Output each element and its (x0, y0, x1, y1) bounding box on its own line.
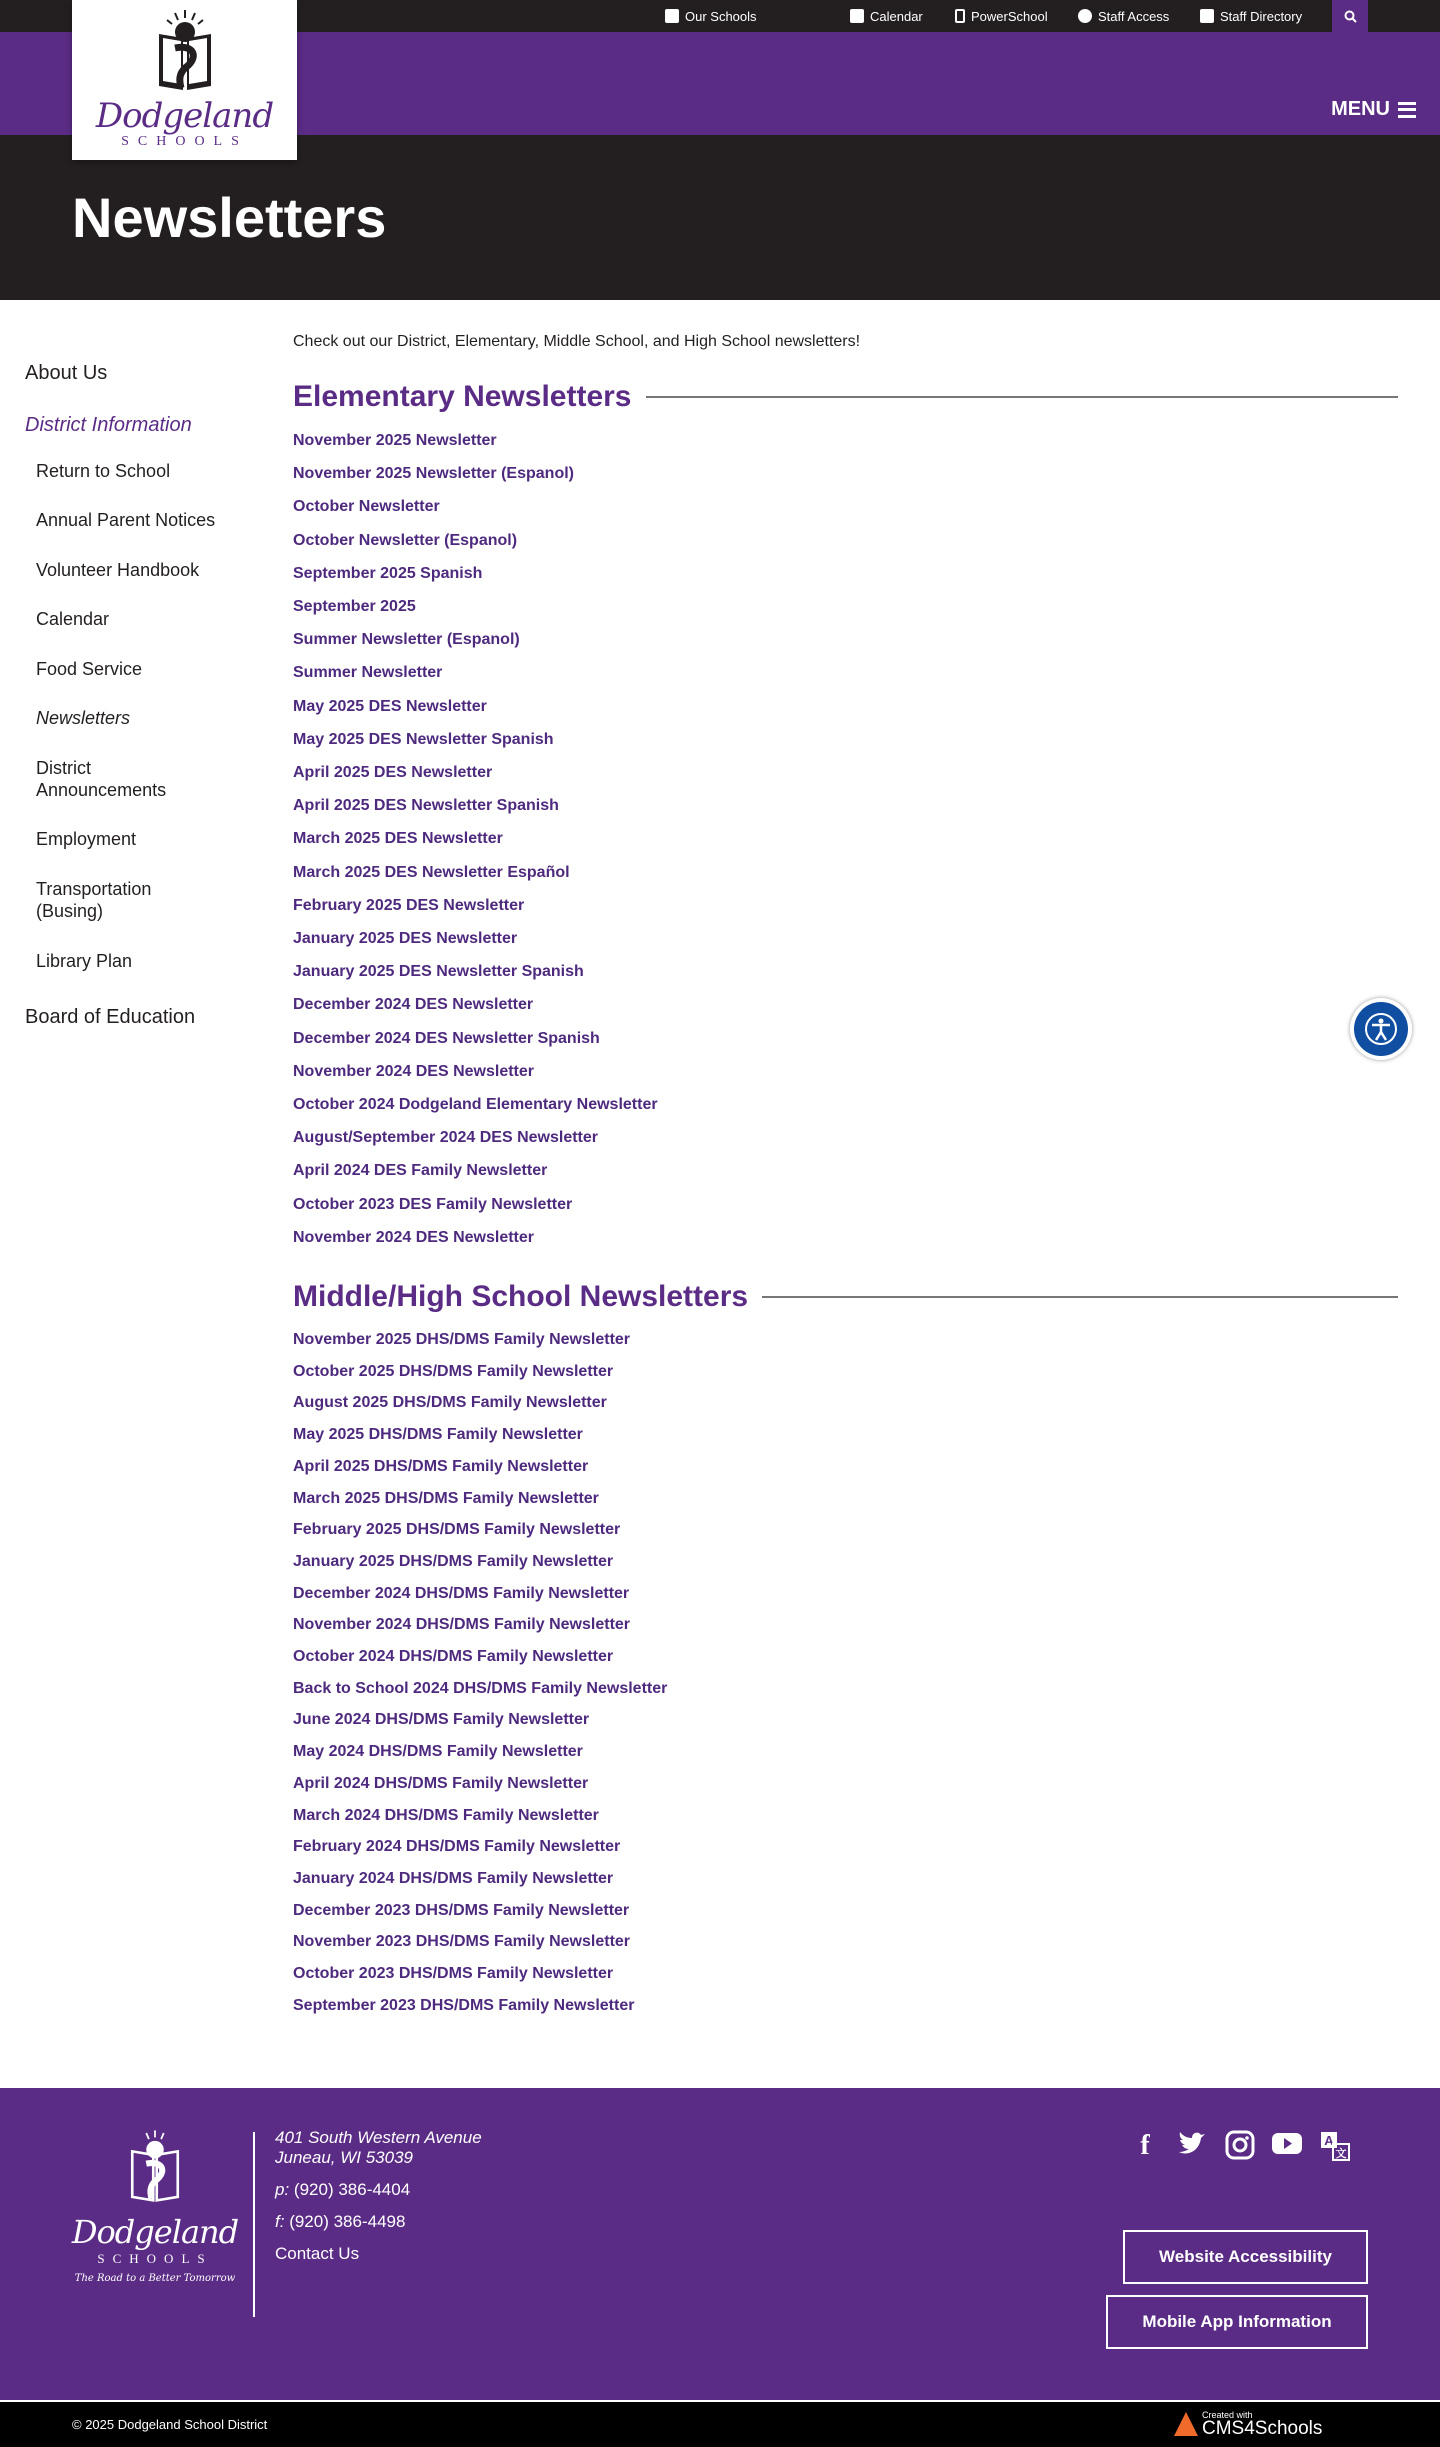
search-button[interactable] (1332, 0, 1368, 32)
newsletter-link[interactable]: February 2024 DHS/DMS Family Newsletter (293, 1838, 621, 1856)
logo-book-icon (145, 8, 225, 98)
powerschool-icon (955, 9, 965, 23)
newsletter-link[interactable]: March 2024 DHS/DMS Family Newsletter (293, 1806, 599, 1824)
newsletter-link[interactable]: March 2025 DHS/DMS Family Newsletter (293, 1489, 599, 1507)
accessibility-widget-button[interactable] (1350, 998, 1412, 1060)
school-icon (665, 9, 679, 23)
newsletter-link[interactable]: December 2023 DHS/DMS Family Newsletter (293, 1901, 630, 1919)
site-logo[interactable] (72, 0, 297, 160)
staff-directory-link[interactable] (1200, 0, 1302, 32)
newsletter-link[interactable]: April 2024 DES Family Newsletter (293, 1162, 548, 1180)
twitter-icon[interactable] (1175, 2130, 1209, 2165)
site-footer (0, 2088, 1440, 2400)
newsletter-link[interactable]: November 2025 DHS/DMS Family Newsletter (293, 1331, 631, 1348)
link-label: Staff Directory (1220, 8, 1303, 24)
footer-contact (275, 2128, 482, 2264)
newsletter-link[interactable]: February 2025 DES Newsletter (293, 896, 525, 914)
menu-button[interactable] (1331, 98, 1416, 121)
newsletter-link[interactable]: January 2024 DHS/DMS Family Newsletter (293, 1869, 614, 1887)
newsletter-link[interactable]: October 2023 DHS/DMS Family Newsletter (293, 1965, 614, 1982)
cms4schools-logo-icon (1174, 2412, 1198, 2436)
newsletter-link[interactable]: November 2025 Newsletter (293, 432, 497, 449)
sidebar-item-employment[interactable]: Employment (36, 829, 137, 849)
contact-us-link[interactable]: Contact Us (275, 2244, 360, 2263)
powerschool-link[interactable] (955, 0, 1048, 32)
newsletter-link[interactable]: December 2024 DHS/DMS Family Newsletter (293, 1584, 630, 1602)
fax-label: f: (275, 2212, 285, 2231)
accessibility-icon (1364, 1012, 1398, 1046)
cms-created-with: Created with (1202, 2410, 1253, 2420)
mobile-app-info-button[interactable]: Mobile App Information (1106, 2295, 1368, 2349)
newsletter-link[interactable]: August/September 2024 DES Newsletter (293, 1129, 598, 1147)
tagline: The Road to a Better Tomorrow (74, 2273, 236, 2284)
address-line-2: Juneau, WI 53039 (275, 2148, 413, 2167)
intro-text: Check out our District, Elementary, Middle School, and High School newsletters! (293, 333, 861, 350)
calendar-link[interactable] (850, 0, 923, 32)
logo-subtext: SCHOOLS (97, 2251, 213, 2266)
newsletter-link[interactable]: November 2024 DHS/DMS Family Newsletter (293, 1616, 631, 1634)
logo-text: Dodgeland (95, 96, 274, 136)
staff-access-link[interactable] (1078, 0, 1169, 32)
sidebar-item-calendar[interactable]: Calendar (36, 609, 110, 629)
newsletter-link[interactable]: April 2024 DHS/DMS Family Newsletter (293, 1774, 589, 1792)
newsletter-link[interactable]: January 2025 DES Newsletter (293, 930, 518, 947)
newsletter-link[interactable]: February 2025 DHS/DMS Family Newsletter (293, 1521, 621, 1539)
newsletter-link[interactable]: November 2023 DHS/DMS Family Newsletter (293, 1933, 631, 1951)
sidebar-item-volunteer-handbook[interactable]: Volunteer Handbook (36, 560, 200, 580)
divider (646, 396, 1399, 398)
website-accessibility-button[interactable]: Website Accessibility (1123, 2230, 1368, 2284)
logo-book-icon (120, 2128, 190, 2208)
sidebar-item-return-to-school[interactable]: Return to School (36, 461, 171, 481)
newsletter-link[interactable]: May 2024 DHS/DMS Family Newsletter (293, 1743, 583, 1761)
youtube-icon[interactable] (1270, 2130, 1304, 2163)
newsletter-link[interactable]: April 2025 DES Newsletter (293, 764, 493, 781)
newsletter-link[interactable]: May 2025 DES Newsletter Spanish (293, 730, 554, 748)
middle-high-heading (293, 1280, 1398, 1314)
svg-text:文: 文 (1335, 2147, 1347, 2160)
footer-divider (253, 2132, 255, 2317)
newsletter-link[interactable]: September 2025 Spanish (293, 564, 483, 582)
newsletter-link[interactable]: January 2025 DES Newsletter Spanish (293, 963, 584, 981)
footer-logo[interactable] (70, 2128, 240, 2284)
logo-subtext: SCHOOLS (121, 134, 248, 149)
newsletter-link[interactable]: October 2023 DES Family Newsletter (293, 1195, 573, 1213)
sidebar-item-transportation[interactable]: Transportation (Busing) (36, 879, 152, 921)
newsletter-link[interactable]: September 2025 (293, 598, 416, 615)
newsletter-link[interactable]: October Newsletter (Espanol) (293, 531, 518, 549)
newsletter-link[interactable]: Summer Newsletter (293, 664, 443, 682)
newsletter-link[interactable]: April 2025 DHS/DMS Family Newsletter (293, 1457, 589, 1475)
sidebar-item-about-us[interactable]: About Us (25, 362, 108, 384)
sidebar-item-annual-parent-notices[interactable]: Annual Parent Notices (36, 510, 216, 530)
translate-icon[interactable] (1318, 2130, 1352, 2169)
copyright-bar (0, 2402, 1440, 2447)
address-line-1: 401 South Western Avenue (275, 2128, 482, 2147)
link-label: Our Schools (685, 8, 757, 24)
sidebar-item-library-plan[interactable]: Library Plan (36, 951, 133, 971)
link-label: Staff Access (1098, 8, 1170, 24)
cms-brand: CMS4Schools (1202, 2418, 1323, 2439)
facebook-icon[interactable]: f (1140, 2130, 1150, 2161)
newsletter-link[interactable]: May 2025 DHS/DMS Family Newsletter (293, 1426, 583, 1444)
newsletter-link[interactable]: August 2025 DHS/DMS Family Newsletter (293, 1394, 607, 1412)
copyright-text: © 2025 Dodgeland School District (72, 2417, 268, 2432)
sidebar-item-newsletters[interactable]: Newsletters (36, 708, 131, 728)
newsletter-link[interactable]: May 2025 DES Newsletter (293, 697, 487, 715)
link-label: Calendar (870, 8, 923, 24)
newsletter-link[interactable]: September 2023 DHS/DMS Family Newsletter (293, 1996, 635, 2014)
phone-label: p: (275, 2180, 290, 2199)
calendar-icon (850, 9, 864, 23)
hamburger-icon (1398, 102, 1416, 118)
newsletter-link[interactable]: November 2024 DES Newsletter (293, 1228, 534, 1246)
elementary-heading (293, 380, 1398, 414)
newsletter-link[interactable]: December 2024 DES Newsletter (293, 996, 534, 1014)
newsletter-link[interactable]: October Newsletter (293, 498, 440, 516)
section-title: Elementary Newsletters (293, 380, 632, 413)
users-icon (1078, 9, 1092, 23)
newsletter-link[interactable]: June 2024 DHS/DMS Family Newsletter (293, 1711, 590, 1729)
fax-number: (920) 386-4498 (289, 2212, 406, 2231)
newsletter-link[interactable]: Back to School 2024 DHS/DMS Family Newsletter (293, 1679, 668, 1697)
newsletter-link[interactable]: October 2024 Dodgeland Elementary Newsletter (293, 1096, 658, 1113)
sidebar-item-district-announcements[interactable]: District Announcements (36, 758, 167, 800)
divider (762, 1296, 1398, 1298)
search-icon (1344, 10, 1357, 23)
instagram-icon[interactable] (1223, 2130, 1257, 2167)
sidebar-item-board-of-education[interactable]: Board of Education (25, 1006, 196, 1028)
newsletter-link[interactable]: Summer Newsletter (Espanol) (293, 631, 520, 649)
cms4schools-badge[interactable] (1174, 2410, 1322, 2438)
newsletter-link[interactable]: October 2024 DHS/DMS Family Newsletter (293, 1648, 614, 1665)
link-label: PowerSchool (971, 8, 1048, 24)
newsletter-link[interactable]: November 2025 Newsletter (Espanol) (293, 465, 574, 483)
newsletter-link[interactable]: April 2025 DES Newsletter Spanish (293, 797, 559, 815)
contact-card-icon (1200, 9, 1214, 23)
svg-text:A: A (1324, 2133, 1334, 2148)
logo-text: Dodgeland (71, 2213, 239, 2251)
menu-label: MENU (1331, 98, 1390, 120)
newsletter-link[interactable]: March 2025 DES Newsletter (293, 830, 503, 848)
newsletter-link[interactable]: October 2025 DHS/DMS Family Newsletter (293, 1362, 614, 1380)
page-title: Newsletters (72, 186, 387, 249)
newsletter-link[interactable]: November 2024 DES Newsletter (293, 1062, 534, 1080)
sidebar-item-district-information[interactable]: District Information (25, 414, 192, 436)
sidebar-item-food-service[interactable]: Food Service (36, 659, 143, 679)
phone-link[interactable]: (920) 386-4404 (293, 2180, 411, 2199)
section-title: Middle/High School Newsletters (293, 1280, 749, 1313)
newsletter-link[interactable]: December 2024 DES Newsletter Spanish (293, 1029, 600, 1047)
our-schools-link[interactable] (665, 0, 757, 32)
newsletter-link[interactable]: March 2025 DES Newsletter Español (293, 863, 570, 881)
newsletter-link[interactable]: January 2025 DHS/DMS Family Newsletter (293, 1552, 614, 1570)
